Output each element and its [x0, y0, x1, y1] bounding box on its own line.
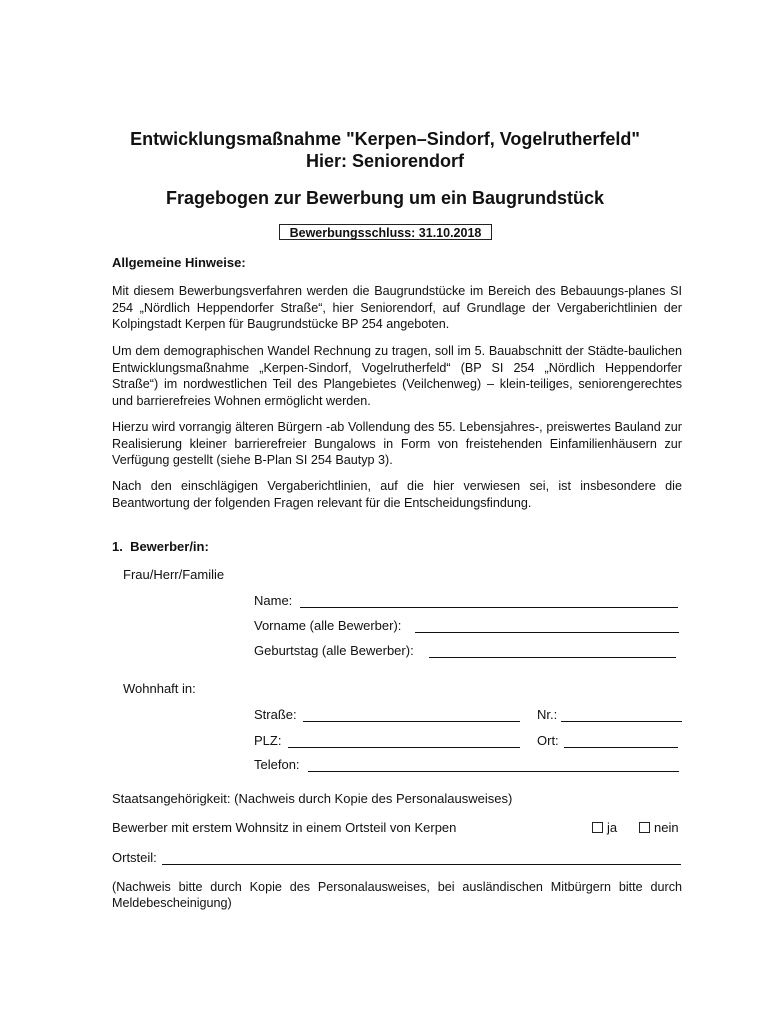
- paragraph-3: Hierzu wird vorrangig älteren Bürgern -ab Vollendung des 55. Lebensjahres-, preiswertes Bauland zur Realisierung kleiner barrierefreier Bungalows in Form von freistehenden Einfamilienhäusern zur Verfügung gestellt (siehe B-Plan SI 254 Bautyp 3).: [112, 420, 682, 467]
- vorname-label: Vorname (alle Bewerber):: [254, 618, 402, 633]
- ja-option[interactable]: [592, 820, 617, 836]
- title-line-1: Entwicklungsmaßnahme "Kerpen–Sindorf, Vogelrutherfeld": [130, 129, 640, 149]
- vorname-field[interactable]: [415, 620, 679, 633]
- nr-label: Nr.:: [537, 707, 558, 722]
- strasse-label: Straße:: [254, 707, 297, 722]
- staatsangehoerigkeit-label: Staatsangehörigkeit: (Nachweis durch Kopie des Personalausweises): [112, 791, 513, 806]
- nein-label: nein: [654, 820, 679, 835]
- name-label: Name:: [254, 593, 293, 608]
- nein-checkbox[interactable]: [639, 822, 650, 833]
- telefon-field[interactable]: [308, 759, 679, 772]
- subtitle: Fragebogen zur Bewerbung um ein Baugrundstück: [165, 188, 605, 208]
- ort-field[interactable]: [564, 735, 678, 748]
- paragraph-1: Mit diesem Bewerbungsverfahren werden die Baugrundstücke im Bereich des Bebauungs-planes SI 254 „Nördlich Heppendorfer Straße“, hier Seniorendorf, auf Grundlage der Vergaberichtlinien der Kolpingstadt Kerpen für Baugrundstücke BP 254 angeboten.: [112, 284, 682, 331]
- paragraph-2: Um dem demographischen Wandel Rechnung zu tragen, soll im 5. Bauabschnitt der Städte-baulichen Entwicklungsmaßnahme „Kerpen-Sindorf, Vogelrutherfeld“ (BP SI 254 „Nördlich Heppendorfer Straße“) im nordwestlichen Teil des Plangebietes (Veilchenweg) – klein-teiliges, seniorengerechtes und barrierefreies Wohnen ermöglicht werden.: [112, 344, 682, 408]
- nein-option[interactable]: [639, 820, 679, 836]
- general-heading: Allgemeine Hinweise:: [112, 255, 246, 270]
- nachweis-note: (Nachweis bitte durch Kopie des Personalausweises, bei ausländischen Mitbürgern bitte durch Meldebescheinigung): [112, 880, 682, 910]
- title-line-2: Hier: Seniorendorf: [305, 151, 465, 171]
- deadline-box: Bewerbungsschluss: 31.10.2018: [279, 224, 492, 240]
- salutation-label: Frau/Herr/Familie: [123, 567, 225, 582]
- plz-field[interactable]: [288, 735, 520, 748]
- geburtstag-label: Geburtstag (alle Bewerber):: [254, 643, 414, 658]
- wohnsitz-label: Bewerber mit erstem Wohnsitz in einem Ortsteil von Kerpen: [112, 820, 457, 835]
- paragraph-4: Nach den einschlägigen Vergaberichtlinien, auf die hier verwiesen sei, ist insbesondere die Beantwortung der folgenden Fragen relevant für die Entscheidungsfindung.: [112, 479, 682, 510]
- ort-label: Ort:: [537, 733, 559, 748]
- telefon-label: Telefon:: [254, 757, 300, 772]
- ja-checkbox[interactable]: [592, 822, 603, 833]
- strasse-field[interactable]: [303, 709, 520, 722]
- plz-label: PLZ:: [254, 733, 282, 748]
- ja-label: ja: [607, 820, 618, 835]
- name-field[interactable]: [300, 595, 678, 608]
- ortsteil-label: Ortsteil:: [112, 850, 157, 865]
- geburtstag-field[interactable]: [429, 645, 676, 658]
- wohnhaft-label: Wohnhaft in:: [123, 681, 196, 696]
- section-title: 1. Bewerber/in:: [112, 539, 209, 554]
- nr-field[interactable]: [561, 709, 682, 722]
- ortsteil-field[interactable]: [162, 852, 681, 865]
